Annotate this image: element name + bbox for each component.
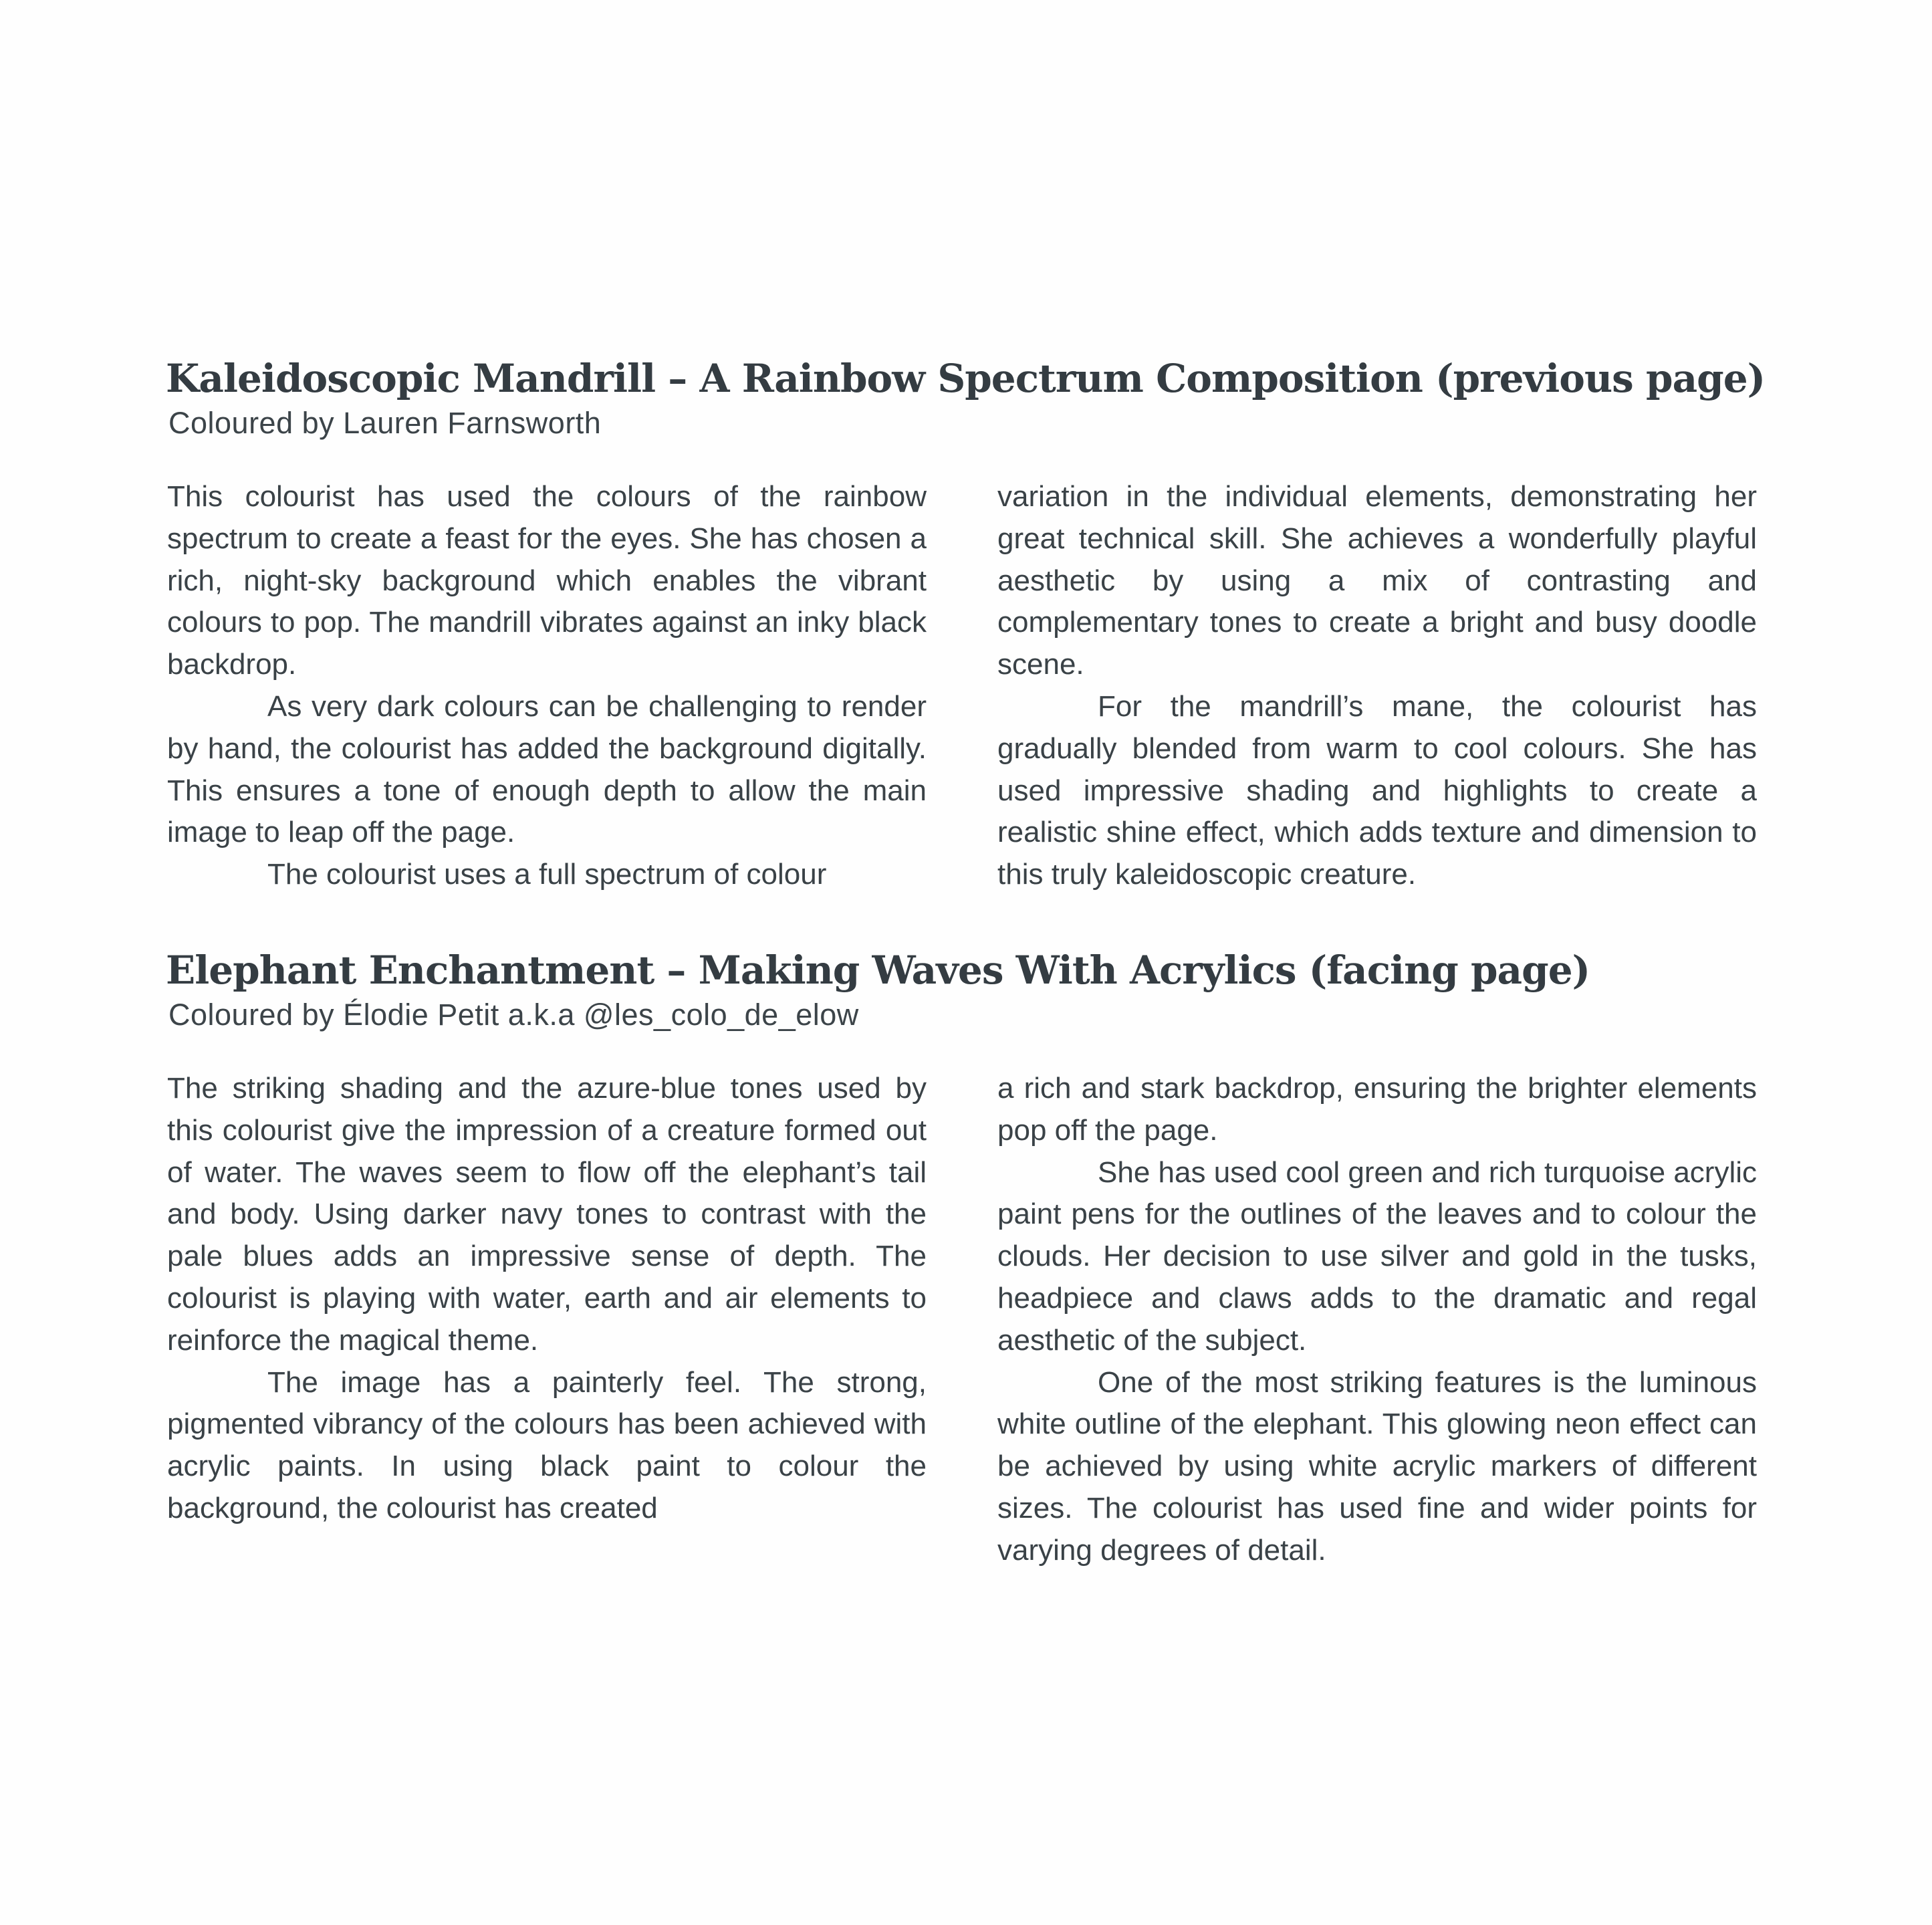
paragraph: For the mandrill’s mane, the colourist has gradually blended from warm to cool colours. She has used impressive shading and highlights to create a realistic shine effect, which adds texture and dimension to this truly kaleidoscopic creature. (997, 689, 1757, 891)
article-title: Kaleidoscopic Mandrill – A Rainbow Spectrum Composition (previous page) (166, 356, 1766, 401)
right-column (997, 1068, 1757, 1572)
article-kaleidoscopic-mandrill (166, 354, 1766, 891)
paragraph: a rich and stark backdrop, ensuring the brighter elements pop off the page. (997, 1072, 1757, 1147)
article-byline: Coloured by Lauren Farnsworth (168, 406, 602, 440)
left-column (167, 476, 927, 896)
paragraph: The striking shading and the azure-blue tones used by this colourist give the impression of a creature formed out of water. The waves seem to flow off the elephant’s tail and body. Using darker navy tones to contrast with the pale blues adds an impressive sense of depth. The colourist is playing with water, earth and air elements to reinforce the magical theme. (167, 1072, 927, 1357)
paragraph: The colourist uses a full spectrum of colour (267, 858, 827, 891)
left-column (167, 1068, 927, 1530)
paragraph: This colourist has used the colours of the rainbow spectrum to create a feast for the eyes. She has chosen a rich, night-sky background which enables the vibrant colours to pop. The mandrill vibrates against an inky black backdrop. (167, 480, 927, 681)
article-title: Elephant Enchantment – Making Waves With Acrylics (facing page) (166, 947, 1590, 993)
article-elephant-enchantment (166, 946, 1757, 1567)
right-column (997, 476, 1757, 896)
paragraph: The image has a painterly feel. The strong, pigmented vibrancy of the colours has been achieved with acrylic paints. In using black paint to colour the background, the colourist has created (167, 1365, 927, 1524)
paragraph: variation in the individual elements, demonstrating her great technical skill. She achieves a wonderfully playful aesthetic by using a mix of contrasting and complementary tones to create a bright and busy doodle scene. (997, 480, 1757, 681)
paragraph: She has used cool green and rich turquoise acrylic paint pens for the outlines of the leaves and to colour the clouds. Her decision to use silver and gold in the tusks, headpiece and claws adds to the dramatic and regal aesthetic of the subject. (997, 1155, 1757, 1357)
article-byline: Coloured by Élodie Petit a.k.a @les_colo_de_elow (168, 998, 859, 1032)
paragraph: As very dark colours can be challenging to render by hand, the colourist has added the background digitally. This ensures a tone of enough depth to allow the main image to leap off the page. (167, 689, 927, 849)
paragraph: One of the most striking features is the luminous white outline of the elephant. This glowing neon effect can be achieved by using white acrylic markers of different sizes. The colourist has used fine and wider points for varying degrees of detail. (997, 1365, 1757, 1567)
